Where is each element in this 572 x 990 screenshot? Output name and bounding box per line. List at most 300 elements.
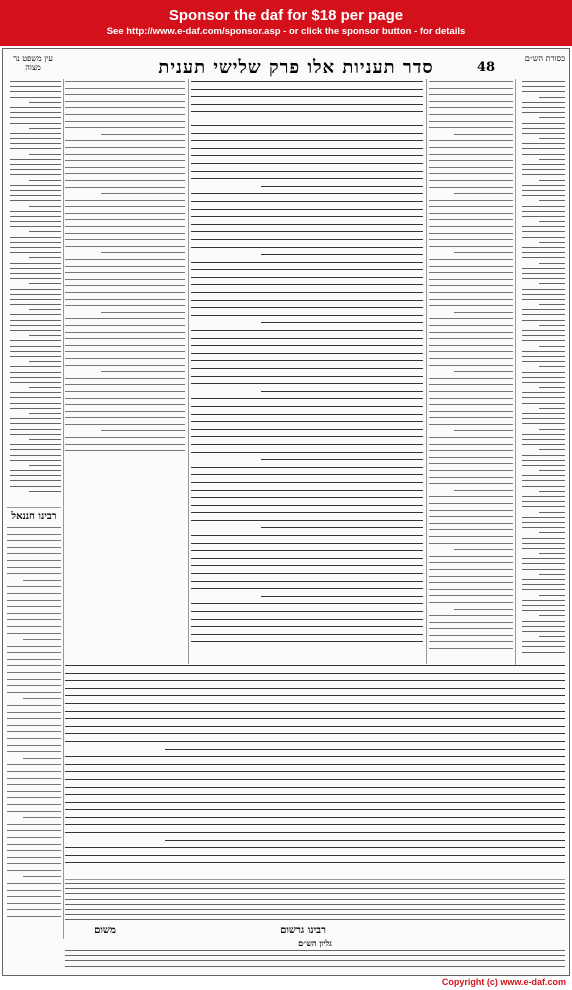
text-line	[429, 266, 513, 267]
text-line	[522, 133, 565, 134]
text-line	[65, 437, 185, 438]
text-line	[23, 876, 61, 877]
text-line	[7, 718, 61, 719]
text-line	[191, 505, 423, 506]
text-line	[522, 143, 565, 144]
text-line	[101, 134, 185, 135]
text-line	[29, 206, 61, 207]
text-line	[65, 883, 565, 884]
text-line	[65, 787, 565, 788]
text-line	[191, 421, 423, 422]
text-line	[23, 817, 61, 818]
text-line	[65, 764, 565, 765]
text-line	[7, 613, 61, 614]
text-line	[191, 406, 423, 407]
text-line	[65, 140, 185, 141]
text-line	[65, 809, 565, 810]
text-line	[7, 797, 61, 798]
text-line	[522, 102, 565, 103]
text-line	[539, 512, 565, 513]
text-line	[65, 121, 185, 122]
text-line	[10, 304, 61, 305]
text-line	[10, 320, 61, 321]
text-line	[7, 619, 61, 620]
text-line	[522, 563, 565, 564]
text-line	[29, 102, 61, 103]
text-line	[522, 299, 565, 300]
text-line	[522, 252, 565, 253]
text-line	[7, 738, 61, 739]
text-line	[7, 712, 61, 713]
text-line	[429, 424, 513, 425]
text-line	[429, 305, 513, 306]
text-line	[539, 387, 565, 388]
text-line	[429, 160, 513, 161]
text-line	[522, 413, 565, 414]
page-title: סדר תעניות אלו פרק שלישי תענית	[158, 57, 434, 78]
text-line	[261, 254, 423, 255]
text-line	[65, 358, 185, 359]
text-line	[191, 565, 423, 566]
text-line	[65, 832, 565, 833]
text-line	[191, 573, 423, 574]
text-line	[539, 263, 565, 264]
text-line	[429, 562, 513, 563]
text-line	[191, 520, 423, 521]
text-line	[539, 366, 565, 367]
text-line	[191, 619, 423, 620]
text-line	[522, 247, 565, 248]
text-line	[7, 659, 61, 660]
text-line	[10, 221, 61, 222]
text-line	[429, 404, 513, 405]
text-line	[191, 239, 423, 240]
rabbeinu-chananel-heading: רבינו חננאל	[11, 511, 57, 522]
text-line	[29, 491, 61, 492]
text-line	[191, 626, 423, 627]
page-header	[3, 52, 569, 76]
text-line	[522, 335, 565, 336]
text-line	[65, 404, 185, 405]
gilyon-hashas-heading: גליון הש״ם	[298, 938, 332, 948]
text-line	[65, 107, 185, 108]
text-line	[10, 340, 61, 341]
text-line	[261, 596, 423, 597]
text-line	[191, 452, 423, 453]
text-line	[429, 529, 513, 530]
text-line	[191, 474, 423, 475]
text-line	[65, 919, 565, 920]
text-line	[429, 351, 513, 352]
text-line	[7, 725, 61, 726]
masoret-header: כסורת הש״ם	[524, 54, 565, 63]
text-line	[10, 174, 61, 175]
text-line	[429, 325, 513, 326]
text-line	[7, 916, 61, 917]
text-line	[454, 371, 513, 372]
text-line	[10, 159, 61, 160]
text-line	[65, 101, 185, 102]
text-line	[7, 804, 61, 805]
text-line	[429, 437, 513, 438]
text-line	[429, 641, 513, 642]
text-line	[10, 216, 61, 217]
text-line	[191, 512, 423, 513]
text-line	[191, 641, 423, 642]
text-line	[522, 330, 565, 331]
text-line	[429, 391, 513, 392]
text-line	[522, 579, 565, 580]
text-line	[191, 611, 423, 612]
text-line	[261, 186, 423, 187]
text-line	[7, 909, 61, 910]
text-line	[7, 540, 61, 541]
text-line	[522, 522, 565, 523]
text-line	[65, 398, 185, 399]
page-footer	[0, 976, 572, 990]
text-line	[522, 91, 565, 92]
text-line	[65, 345, 185, 346]
text-line	[429, 121, 513, 122]
text-line	[539, 138, 565, 139]
text-line	[7, 600, 61, 601]
text-line	[522, 646, 565, 647]
text-line	[65, 726, 565, 727]
text-line	[65, 688, 565, 689]
text-line	[191, 429, 423, 430]
text-line	[29, 283, 61, 284]
text-line	[101, 312, 185, 313]
text-line	[522, 496, 565, 497]
text-line	[429, 299, 513, 300]
text-line	[539, 408, 565, 409]
text-line	[429, 463, 513, 464]
text-line	[191, 231, 423, 232]
text-line	[429, 648, 513, 649]
text-line	[7, 527, 61, 528]
text-line	[522, 418, 565, 419]
text-line	[522, 226, 565, 227]
text-line	[101, 430, 185, 431]
text-line	[522, 174, 565, 175]
text-line	[7, 672, 61, 673]
text-line	[191, 96, 423, 97]
text-line	[522, 320, 565, 321]
text-line	[65, 160, 185, 161]
text-line	[429, 272, 513, 273]
text-line	[191, 155, 423, 156]
sponsor-link[interactable]: See http://www.e-daf.com/sponsor.asp - or click the sponsor button - for details	[106, 26, 466, 37]
text-line	[65, 824, 565, 825]
text-line	[429, 187, 513, 188]
text-line	[522, 605, 565, 606]
masoret-column	[517, 81, 565, 661]
text-line	[10, 97, 61, 98]
text-line	[539, 636, 565, 637]
text-line	[522, 309, 565, 310]
text-line	[65, 180, 185, 181]
text-line	[65, 855, 565, 856]
text-line	[539, 574, 565, 575]
text-line	[65, 378, 185, 379]
text-line	[191, 383, 423, 384]
text-line	[429, 365, 513, 366]
text-line	[10, 356, 61, 357]
text-line	[7, 593, 61, 594]
text-line	[522, 154, 565, 155]
text-line	[65, 718, 565, 719]
text-line	[65, 673, 565, 674]
text-line	[23, 639, 61, 640]
text-line	[522, 356, 565, 357]
text-line	[7, 745, 61, 746]
text-line	[10, 263, 61, 264]
text-line	[10, 211, 61, 212]
text-line	[429, 107, 513, 108]
text-line	[10, 91, 61, 92]
text-line	[65, 272, 185, 273]
text-line	[522, 455, 565, 456]
text-line	[429, 285, 513, 286]
text-line	[191, 171, 423, 172]
text-line	[522, 211, 565, 212]
text-line	[261, 459, 423, 460]
text-line	[10, 107, 61, 108]
text-line	[522, 268, 565, 269]
text-line	[7, 811, 61, 812]
text-line	[65, 950, 565, 951]
text-line	[65, 246, 185, 247]
text-line	[454, 549, 513, 550]
text-line	[65, 147, 185, 148]
text-line	[522, 289, 565, 290]
text-line	[10, 133, 61, 134]
text-line	[522, 257, 565, 258]
text-line	[65, 299, 185, 300]
mesoret-sub-heading: משום	[94, 925, 116, 936]
text-line	[429, 569, 513, 570]
text-line	[429, 582, 513, 583]
text-line	[29, 439, 61, 440]
text-line	[522, 123, 565, 124]
text-line	[10, 164, 61, 165]
ein-mishpat-column	[7, 81, 61, 501]
text-line	[522, 294, 565, 295]
text-line	[10, 190, 61, 191]
text-line	[65, 365, 185, 366]
text-line	[10, 242, 61, 243]
text-line	[165, 749, 565, 750]
text-line	[522, 626, 565, 627]
text-line	[522, 600, 565, 601]
text-line	[429, 239, 513, 240]
text-line	[191, 634, 423, 635]
text-line	[429, 622, 513, 623]
text-line	[10, 377, 61, 378]
text-line	[65, 187, 185, 188]
text-line	[10, 346, 61, 347]
text-line	[429, 417, 513, 418]
text-line	[454, 252, 513, 253]
text-line	[10, 289, 61, 290]
text-line	[10, 294, 61, 295]
text-line	[10, 408, 61, 409]
text-line	[454, 193, 513, 194]
text-line	[165, 840, 565, 841]
text-line	[10, 372, 61, 373]
text-line	[191, 104, 423, 105]
text-line	[429, 543, 513, 544]
text-line	[65, 417, 185, 418]
text-line	[65, 213, 185, 214]
text-line	[429, 114, 513, 115]
text-line	[65, 411, 185, 412]
text-line	[191, 209, 423, 210]
text-line	[65, 279, 185, 280]
text-line	[429, 140, 513, 141]
text-line	[522, 610, 565, 611]
sponsor-banner[interactable]	[0, 0, 572, 46]
text-line	[522, 558, 565, 559]
text-line	[191, 262, 423, 263]
text-line	[191, 224, 423, 225]
text-line	[65, 206, 185, 207]
tosafot-column	[429, 81, 513, 661]
text-line	[429, 345, 513, 346]
text-line	[10, 382, 61, 383]
text-line	[10, 138, 61, 139]
talmud-page	[2, 48, 570, 976]
text-line	[429, 358, 513, 359]
text-line	[429, 173, 513, 174]
text-line	[429, 510, 513, 511]
text-line	[29, 231, 61, 232]
text-line	[7, 573, 61, 574]
text-line	[454, 312, 513, 313]
text-line	[429, 167, 513, 168]
text-line	[65, 384, 185, 385]
text-line	[65, 167, 185, 168]
text-line	[191, 497, 423, 498]
text-line	[10, 200, 61, 201]
text-line	[429, 279, 513, 280]
text-line	[191, 338, 423, 339]
text-line	[522, 501, 565, 502]
text-line	[7, 837, 61, 838]
text-line	[65, 899, 565, 900]
text-line	[522, 621, 565, 622]
text-line	[65, 305, 185, 306]
text-line	[429, 147, 513, 148]
text-line	[65, 318, 185, 319]
text-line	[522, 543, 565, 544]
text-line	[429, 444, 513, 445]
text-line	[65, 444, 185, 445]
text-line	[7, 652, 61, 653]
text-line	[522, 465, 565, 466]
text-line	[191, 535, 423, 536]
text-line	[191, 81, 423, 82]
text-line	[10, 351, 61, 352]
text-line	[65, 332, 185, 333]
text-line	[191, 125, 423, 126]
text-line	[7, 731, 61, 732]
text-line	[429, 332, 513, 333]
text-line	[522, 278, 565, 279]
text-line	[7, 692, 61, 693]
text-line	[429, 536, 513, 537]
text-line	[65, 711, 565, 712]
text-line	[429, 292, 513, 293]
text-line	[429, 101, 513, 102]
text-line	[539, 615, 565, 616]
text-line	[539, 449, 565, 450]
text-line	[65, 888, 565, 889]
text-line	[539, 200, 565, 201]
text-line	[7, 824, 61, 825]
text-line	[539, 595, 565, 596]
text-line	[10, 330, 61, 331]
text-line	[522, 475, 565, 476]
text-line	[191, 467, 423, 468]
text-line	[65, 909, 565, 910]
text-line	[429, 384, 513, 385]
text-line	[191, 307, 423, 308]
text-line	[7, 646, 61, 647]
text-line	[191, 360, 423, 361]
text-line	[429, 635, 513, 636]
text-line	[10, 237, 61, 238]
copyright-link[interactable]: Copyright (c) www.e-daf.com	[441, 977, 566, 987]
text-line	[539, 532, 565, 533]
text-line	[191, 603, 423, 604]
text-line	[65, 771, 565, 772]
text-line	[10, 418, 61, 419]
text-line	[429, 94, 513, 95]
text-line	[191, 490, 423, 491]
text-line	[65, 817, 565, 818]
rabbeinu-chananel-column	[7, 527, 61, 927]
text-line	[7, 553, 61, 554]
text-line	[429, 556, 513, 557]
text-line	[522, 195, 565, 196]
text-line	[10, 444, 61, 445]
text-line	[7, 547, 61, 548]
rabbeinu-gershom-heading: רבינו גרשום	[280, 925, 326, 936]
text-line	[7, 705, 61, 706]
text-line	[261, 527, 423, 528]
text-line	[429, 615, 513, 616]
text-line	[191, 247, 423, 248]
text-line	[65, 338, 185, 339]
text-line	[522, 434, 565, 435]
text-line	[65, 904, 565, 905]
text-line	[522, 231, 565, 232]
text-line	[522, 81, 565, 82]
text-line	[191, 193, 423, 194]
text-line	[429, 602, 513, 603]
text-line	[10, 475, 61, 476]
text-line	[10, 252, 61, 253]
text-line	[65, 233, 185, 234]
text-line	[522, 397, 565, 398]
text-line	[522, 361, 565, 362]
text-line	[191, 330, 423, 331]
sponsor-title: Sponsor the daf for $18 per page	[168, 7, 404, 24]
text-line	[10, 470, 61, 471]
text-line	[10, 366, 61, 367]
gemara-text	[191, 125, 423, 655]
